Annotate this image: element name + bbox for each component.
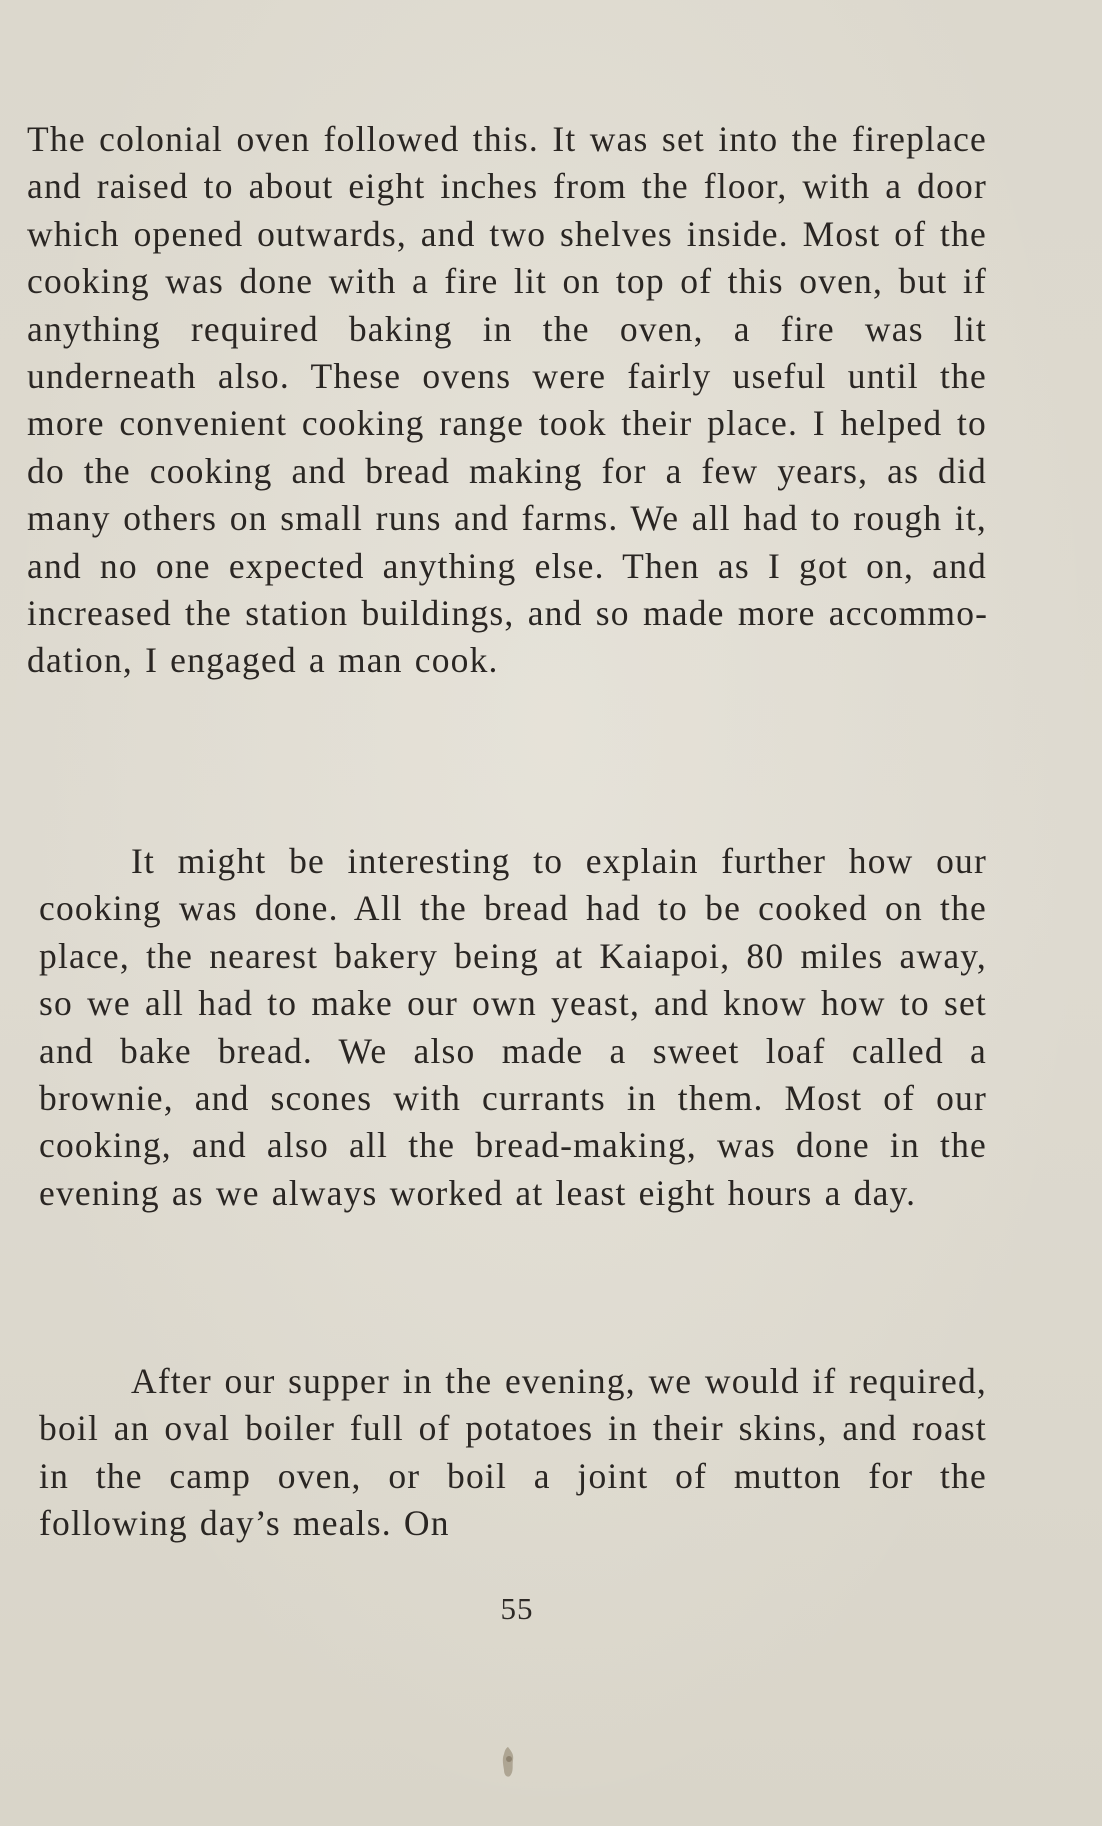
page-number: 55: [500, 1591, 534, 1626]
paragraph-supper-evening: After our supper in the evening, we would if required, boil an oval boiler full of potatoes in their skins, and roast in the camp oven, or boil a joint of mutton for the following day’s meals. On: [39, 1361, 987, 1544]
paragraph-cooking-explained: It might be interesting to explain further how our cooking was done. All the bread had to be cooked on the place, the nearest bakery being at Kaiapoi, 80 miles away, so we all had to make our own yeast, and know how to set and bake bread. We also made a sweet loaf called a brownie, and scones with currants in them. Most of our cooking, and also all the bread-making, was done in the evening as we always worked at least eight hours a day.: [39, 841, 987, 1213]
paragraph-colonial-oven: The colonial oven followed this. It was set into the fireplace and raised to about eight inches from the floor, with a door which opened outwards, and two shelves inside. Most of the cooking was done with a fire lit on top of this oven, but if anything required baking in the oven, a fire was lit underneath also. These ovens were fairly useful until the more convenient cooking range took their place. I helped to do the cooking and bread making for a few years, as did many others on small runs and farms. We all had to rough it, and no one expected anything else. Then as I got on, and increased the station buildings, and so made more accommodation, I engaged a man cook.: [27, 119, 987, 681]
ink-blot-mark: [497, 1745, 519, 1779]
